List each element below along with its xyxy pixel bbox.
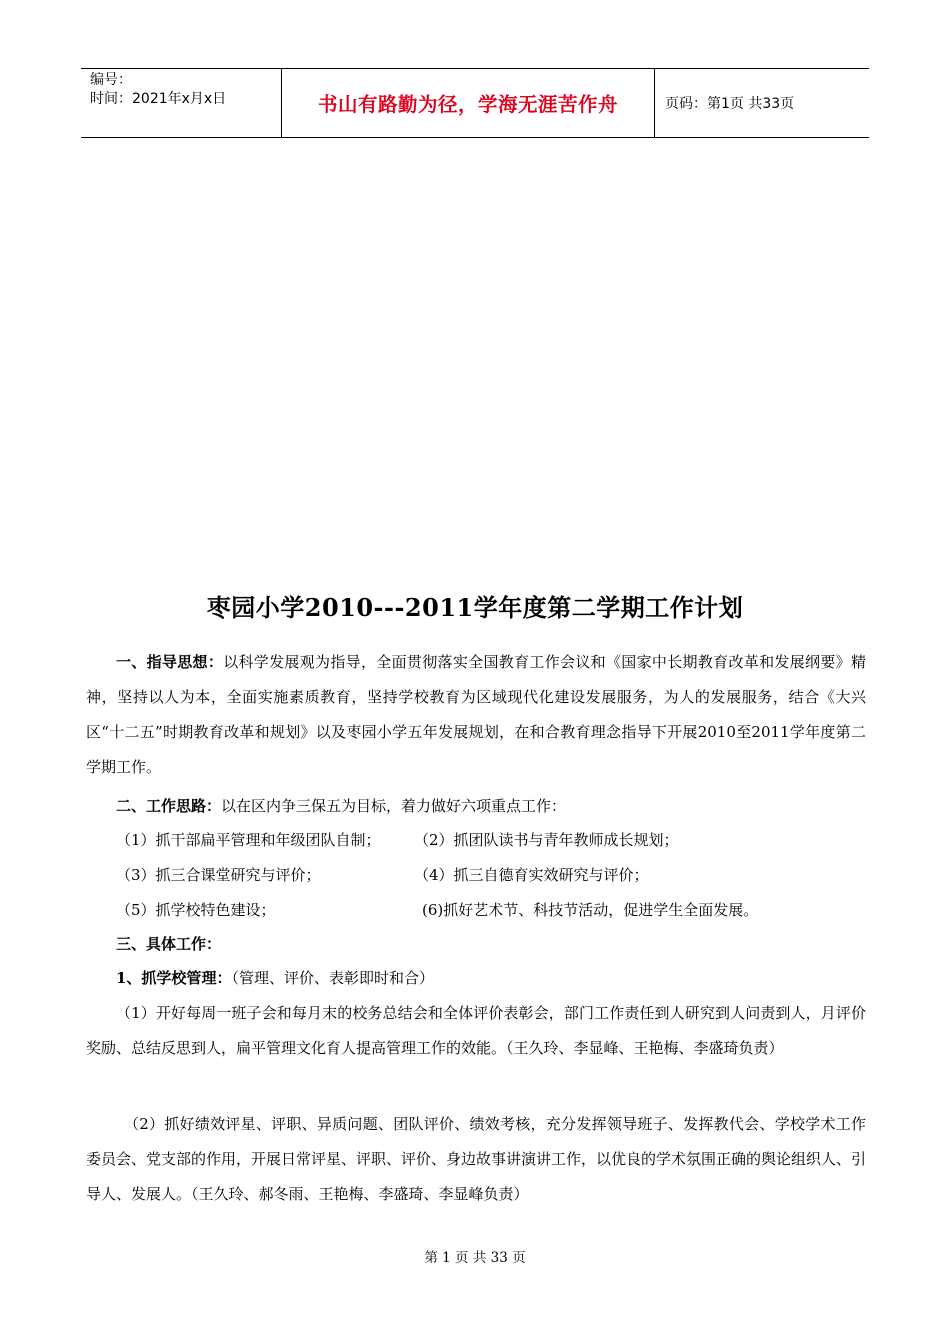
section3-heading: 三、具体工作： xyxy=(116,935,222,953)
sub1-note: （管理、评价、表彰即时和合） xyxy=(231,969,434,987)
document-title: 枣园小学2010---2011学年度第二学期工作计划 xyxy=(206,593,744,622)
sub1-heading: 1、抓学校管理： xyxy=(116,969,232,987)
list-item: （4）抓三自德育实效研究与评价； xyxy=(414,866,649,884)
section2-body: 以在区内争三保五为目标，着力做好六项重点工作： xyxy=(221,797,567,815)
list-item: （3）抓三合课堂研究与评价； xyxy=(116,866,321,884)
header-motto-cell xyxy=(282,69,655,137)
section1-paragraph xyxy=(86,645,866,785)
section3-paragraph-2: （2）抓好绩效评星、评职、异质问题、团队评价、绩效考核，充分发挥领导班子、发挥教代会、学校学术工作委员会、党支部的作用，开展日常评星、评职、评价、身边故事讲演讲工作，以优良的学术氛围正确的舆论组织人、引导人、发展人。（王久玲、郝冬雨、王艳梅、李盛琦、李显峰负责） xyxy=(86,1115,867,1203)
document-header xyxy=(81,68,869,138)
number-label: 编号： xyxy=(90,72,132,88)
list-item: （1）抓干部扁平管理和年级团队自制； xyxy=(116,831,381,849)
section1-heading: 一、指导思想： xyxy=(116,653,224,671)
sub1-line xyxy=(116,968,434,988)
section1-body: 以科学发展观为指导，全面贯彻落实全国教育工作会议和《国家中长期教育改革和发展纲要》精神，坚持以人为本，全面实施素质教育，坚持学校教育为区域现代化建设发展服务，为人的发展服务，结合《大兴区“十二五”时期教育改革和规划》以及枣园小学五年发展规划，在和合教育理念指导下开展2010至2011学年度第二学期工作。 xyxy=(86,653,866,776)
header-page-cell xyxy=(655,69,869,137)
page-footer: 第 1 页 共 33 页 xyxy=(424,1250,526,1266)
page-label: 页码：第1页 共33页 xyxy=(665,96,795,112)
motto-text: 书山有路勤为径，学海无涯苦作舟 xyxy=(317,93,618,116)
time-label: 时间：2021年x月x日 xyxy=(90,91,227,107)
list-item: （2）抓团队读书与青年教师成长规划； xyxy=(414,831,679,849)
list-item: （5）抓学校特色建设； xyxy=(116,901,276,919)
section3-paragraph-1: （1）开好每周一班子会和每月末的校务总结会和全体评价表彰会，部门工作责任到人研究到人问责到人，月评价奖励、总结反思到人，扁平管理文化育人提高管理工作的效能。（王久玲、李显峰、王艳梅、李盛琦负责） xyxy=(86,1004,866,1057)
header-meta-cell xyxy=(81,69,282,137)
list-item: (6)抓好艺术节、科技节活动，促进学生全面发展。 xyxy=(422,901,759,919)
section2-line xyxy=(116,796,566,816)
section2-heading: 二、工作思路： xyxy=(116,797,222,815)
